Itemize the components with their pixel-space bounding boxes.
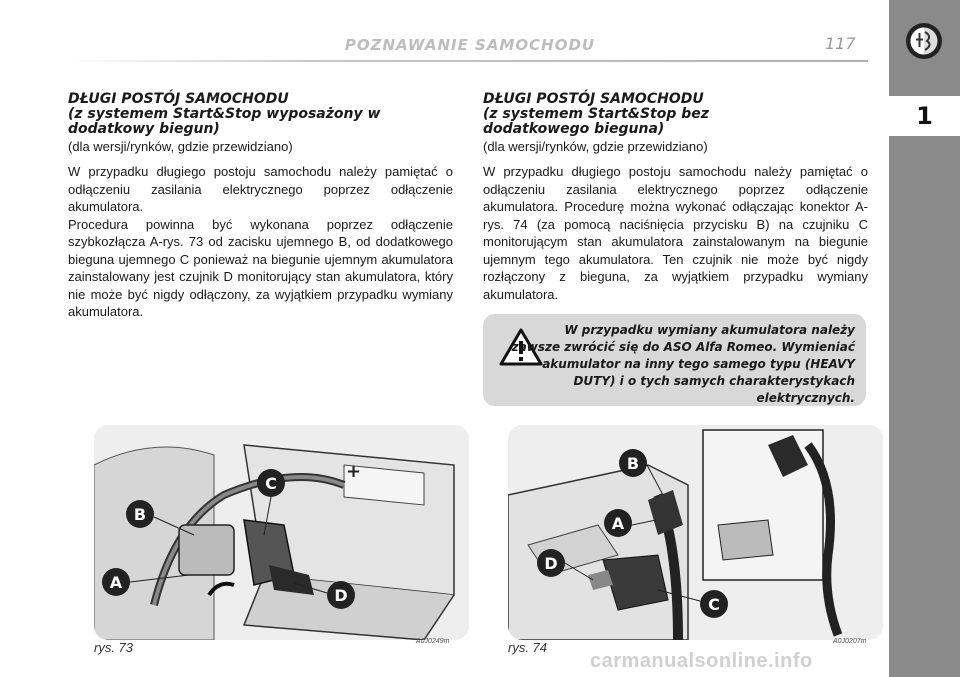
plus-sign: + — [346, 461, 362, 482]
figure-73 — [94, 425, 469, 640]
left-heading-line2: (z systemem Start&Stop wyposażony w — [68, 106, 381, 122]
right-heading-line2: (z systemem Start&Stop bez — [483, 106, 709, 122]
warning-text: W przypadku wymiany akumulatora należy zawsze zwrócić się do ASO Alfa Romeo. Wymieniać akumulator na inny tego samego typu (HEAVY DUTY) i o tych samych charakterystykach elektrycznych. — [511, 323, 855, 405]
page-number: 117 — [825, 34, 856, 53]
label-a: A — [611, 514, 625, 533]
header-rule — [68, 60, 868, 62]
figure-74 — [508, 425, 883, 640]
label-a: A — [109, 573, 123, 592]
watermark: carmanualsonline.info — [590, 650, 813, 672]
chapter-number: 1 — [889, 96, 960, 136]
warning-box — [483, 314, 866, 406]
figure-74-caption: rys. 74 — [508, 640, 548, 655]
figure-74-code: A0J0207m — [833, 638, 867, 645]
left-paragraph-1: W przypadku długiego postoju samochodu należy pamiętać o odłączeniu zasilania elektrycznego poprzez odłączenie akumulatora. — [68, 164, 453, 214]
alfa-romeo-logo-icon — [905, 22, 943, 60]
right-note: (dla wersji/rynków, gdzie przewidziano) — [483, 139, 708, 154]
right-paragraph-1: W przypadku długiego postoju samochodu należy pamiętać o odłączeniu zasilania elektrycznego poprzez odłączenie akumulatora. Procedurę można wykonać odłączając konektor A-rys. 74 (za pomocą naciśnięcia przycisku B) na czujniku C monitorującym stan akumulatora zainstalowanym na biegunie ujemnym tego akumulatora. Ten czujnik nie może być nigdy rozłączony z bieguna, za wyjątkiem przypadku wymiany akumulatora. — [483, 164, 868, 302]
label-c: C — [265, 474, 277, 493]
label-b: B — [626, 454, 640, 473]
left-section — [68, 92, 453, 329]
figure-73-code: A0J0249m — [416, 638, 450, 645]
figure-73-caption: rys. 73 — [94, 640, 134, 655]
label-c: C — [708, 595, 720, 614]
left-paragraph-2: Procedura powinna być wykonana poprzez odłączenie szybkozłącza A-rys. 73 od zacisku ujemnego B, od dodatkowego bieguna ujemnego C ponieważ na biegunie ujemnym akumulatora zainstalowany jest czujnik D monitorujący stan akumulatora, który nie może być nigdy odłączony, za wyjątkiem przypadku wymiany akumulatora. — [68, 216, 453, 319]
label-d: D — [544, 554, 558, 573]
figure-74-illustration — [508, 425, 883, 640]
left-note: (dla wersji/rynków, gdzie przewidziano) — [68, 139, 293, 154]
label-d: D — [334, 586, 348, 605]
left-heading-line1: DŁUGI POSTÓJ SAMOCHODU — [68, 91, 289, 107]
page-section-title: POZNAWANIE SAMOCHODU — [344, 36, 596, 54]
right-heading-line1: DŁUGI POSTÓJ SAMOCHODU — [483, 91, 704, 107]
figure-73-illustration — [94, 425, 469, 640]
right-section — [483, 92, 868, 311]
label-b: B — [133, 505, 147, 524]
left-heading-line3: dodatkowy biegun) — [68, 121, 220, 137]
right-heading-line3: dodatkowego bieguna) — [483, 121, 665, 137]
